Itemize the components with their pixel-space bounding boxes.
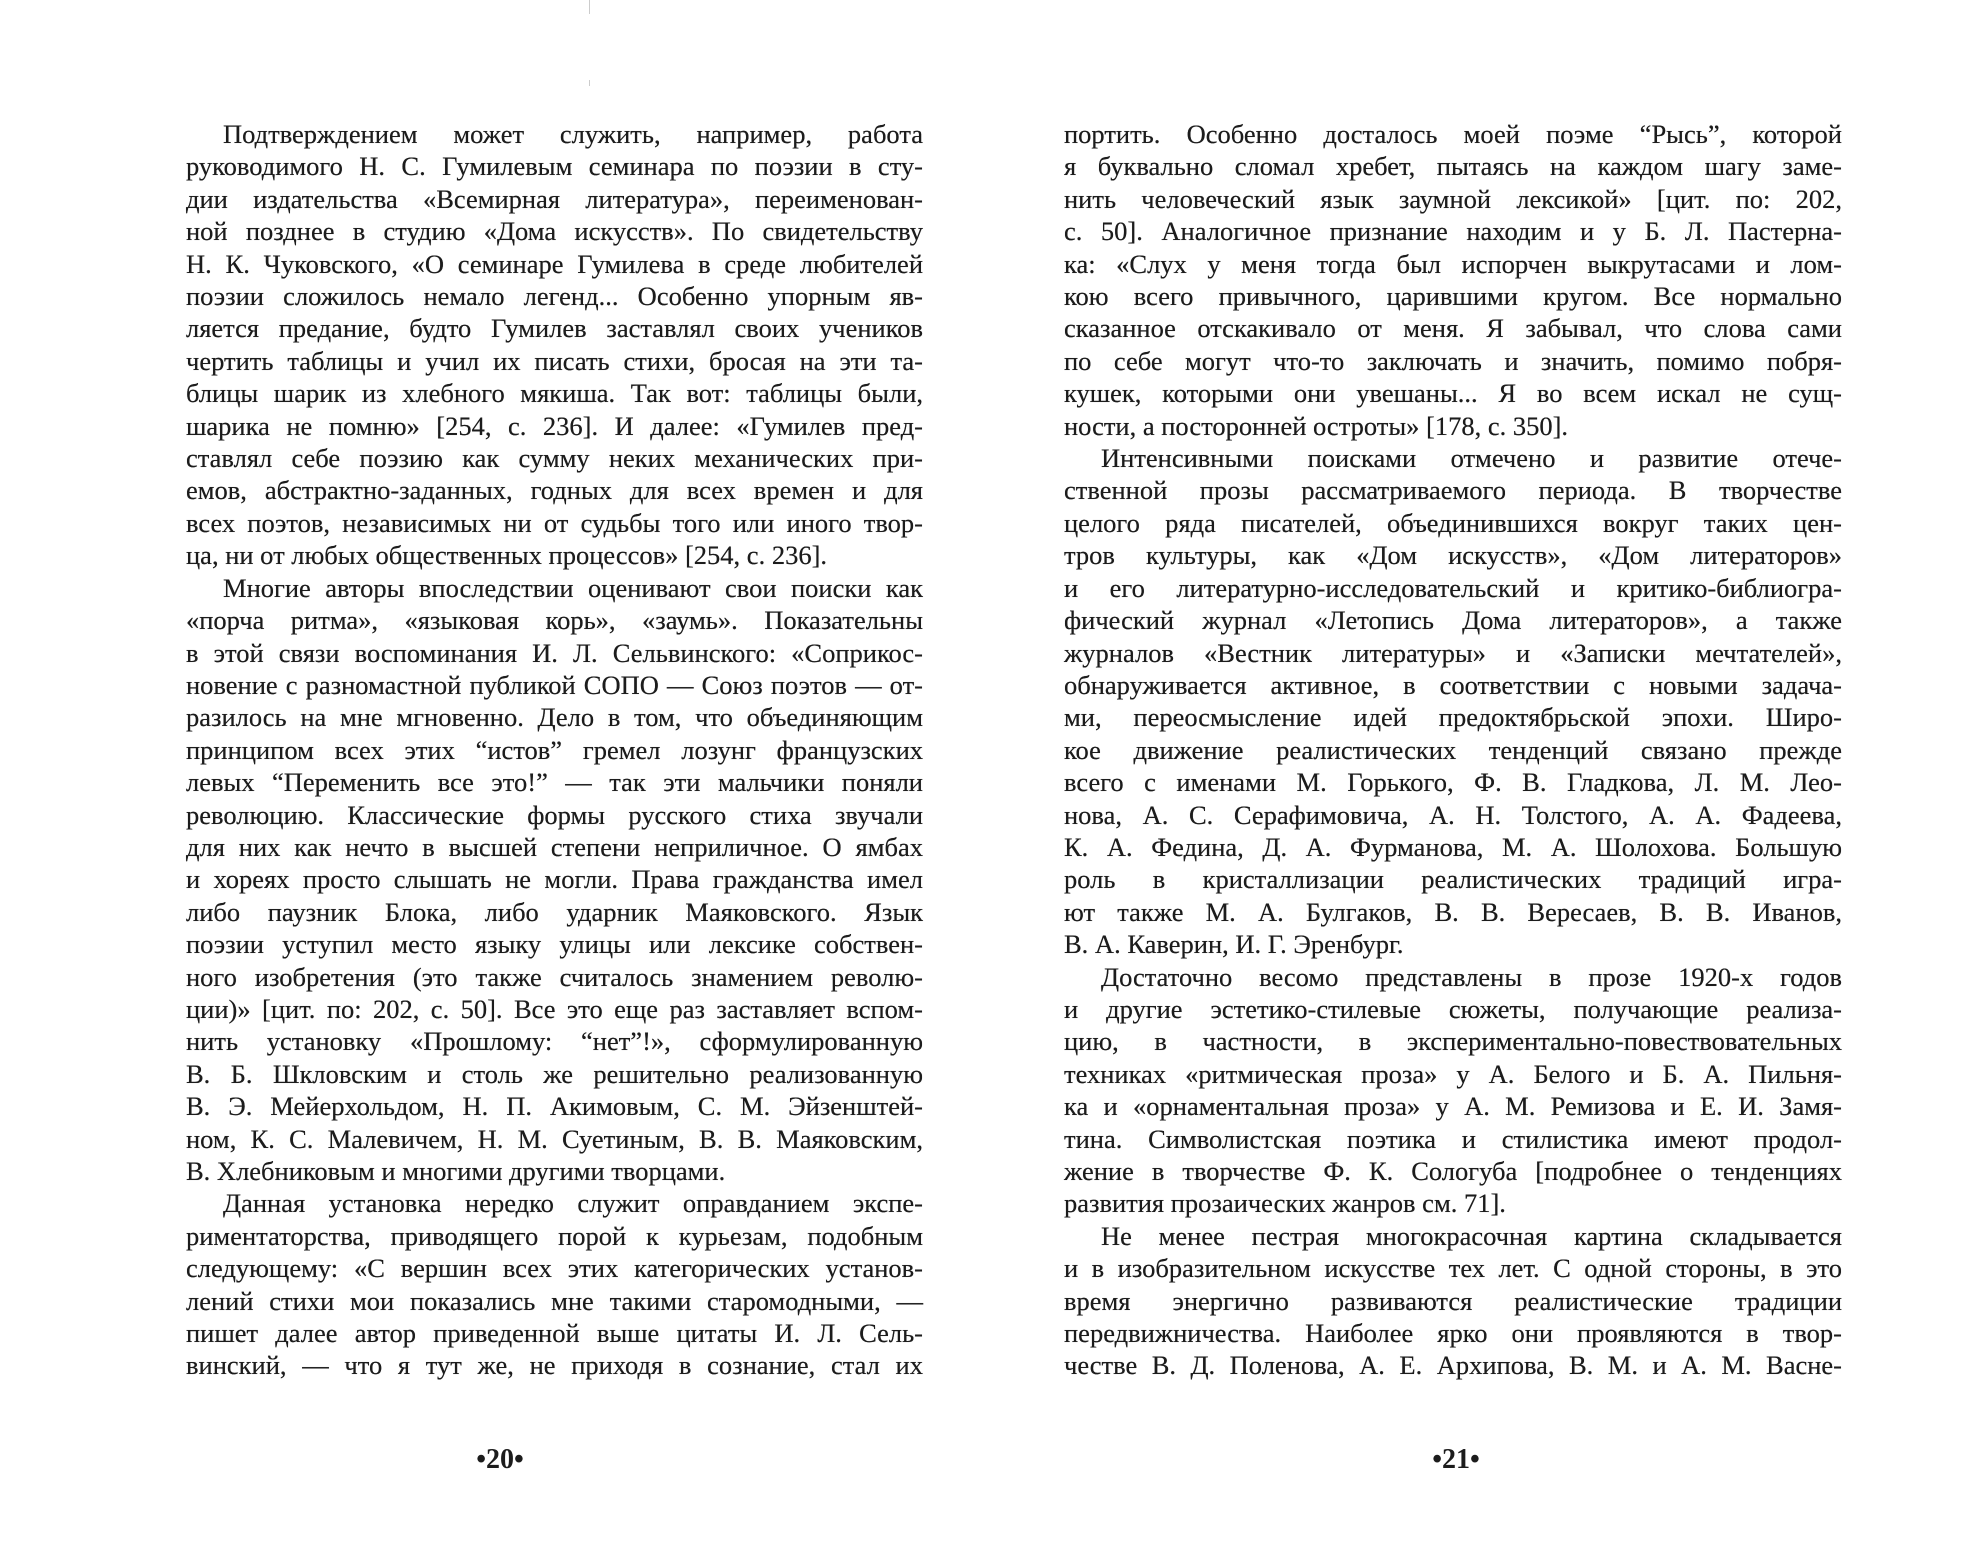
text-line: винский, — что я тут же, не приходя в сознание, стал их <box>186 1350 923 1381</box>
text-line: Н. К. Чуковского, «О семинаре Гумилева в среде любителей <box>186 248 923 279</box>
text-line: ца, ни от любых общественных процессов» [254, с. 236]. <box>186 540 828 571</box>
text-line: ка: «Слух у меня тогда был испорчен выкрутасами и лом- <box>1064 248 1842 279</box>
text-line: в этой связи воспоминания И. Л. Сельвинского: «Соприкос- <box>186 637 923 668</box>
text-line: Данная установка нередко служит оправданием экспе- <box>223 1188 923 1219</box>
text-line: нить установку «Прошлому: “нет”!», сформулированную <box>186 1026 923 1057</box>
text-line: поэзии сложилось немало легенд... Особенно упорным яв- <box>186 281 923 312</box>
text-line: роль в кристаллизации реалистических традиций игра- <box>1064 864 1842 895</box>
text-line: следующему: «С вершин всех этих категорических установ- <box>186 1253 923 1284</box>
text-line: портить. Особенно досталось моей поэме “Рысь”, которой <box>1064 119 1842 149</box>
text-line: и его литературно-исследовательский и критико-библиогра- <box>1064 572 1842 603</box>
text-line: нить человеческий язык заумной лексикой» [цит. по: 202, <box>1064 183 1842 214</box>
text-line: ственной прозы рассматриваемого периода. В творчестве <box>1064 475 1842 506</box>
text-line: Многие авторы впоследствии оценивают свои поиски как <box>223 572 923 603</box>
text-line: ном, К. С. Малевичем, Н. М. Суетиным, В. В. Маяковским, <box>186 1123 923 1154</box>
text-line: чертить таблицы и учил их писать стихи, бросая на эти та- <box>186 345 923 376</box>
text-line: ного изобретения (это также считалось знамением револю- <box>186 961 923 992</box>
text-line: для них как нечто в высшей степени неприличное. О ямбах <box>186 831 923 862</box>
scan-mark <box>589 0 590 14</box>
text-line: я буквально сломал хребет, пытаясь на каждом шагу заме- <box>1064 151 1842 182</box>
text-line: Не менее пестрая многокрасочная картина складывается <box>1101 1220 1842 1251</box>
text-line: журналов «Вестник литературы» и «Записки мечтателей», <box>1064 637 1842 668</box>
text-line: риментаторства, приводящего порой к курьезам, подобным <box>186 1220 923 1251</box>
text-line: шарика не помню» [254, с. 236]. И далее: «Гумилев пред- <box>186 410 923 441</box>
text-line: ной позднее в студию «Дома искусств». По свидетельству <box>186 216 923 247</box>
text-line: передвижничества. Наиболее ярко они проявляются в твор- <box>1064 1318 1842 1349</box>
text-line: фический журнал «Летопись Дома литераторов», а также <box>1064 605 1842 636</box>
text-line: кою всего привычного, царившими кругом. Все нормально <box>1064 281 1842 312</box>
text-line: с. 50]. Аналогичное признание находим и у Б. Л. Пастерна- <box>1064 216 1842 247</box>
text-line: по себе могут что-то заключать и значить, помимо побря- <box>1064 345 1842 376</box>
text-line: В. А. Каверин, И. Г. Эренбург. <box>1064 929 1404 960</box>
text-line: всего с именами М. Горького, Ф. В. Гладкова, Л. М. Лео- <box>1064 767 1842 798</box>
text-line: «порча ритма», «языковая корь», «заумь». Показательны <box>186 605 923 636</box>
text-line: ции)» [цит. по: 202, с. 50]. Все это еще раз заставляет вспом- <box>186 993 923 1024</box>
text-line: и в изобразительном искусстве тех лет. С одной стороны, в это <box>1064 1253 1842 1284</box>
text-line: Интенсивными поисками отмечено и развитие отече- <box>1101 443 1842 474</box>
text-line: всех поэтов, независимых ни от судьбы того или иного твор- <box>186 507 923 538</box>
text-line: развития прозаических жанров см. 71]. <box>1064 1188 1506 1219</box>
text-line: новение с разномастной публикой СОПО — Союз поэтов — от- <box>186 669 923 700</box>
text-line: лений стихи мои показались мне такими старомодными, — <box>186 1285 923 1316</box>
text-line: принципом всех этих “истов” гремел лозунг французских <box>186 734 923 765</box>
page-right-text <box>1064 118 1842 1382</box>
text-line: и другие эстетико-стилевые сюжеты, получающие реализа- <box>1064 993 1842 1024</box>
text-line: ют также М. А. Булгаков, В. В. Вересаев, В. В. Иванов, <box>1064 896 1842 927</box>
scan-mark <box>589 80 590 86</box>
text-line: В. Хлебниковым и многими другими творцами. <box>186 1156 726 1186</box>
text-line: блицы шарик из хлебного мякиша. Так вот: таблицы были, <box>186 378 923 409</box>
text-line: Подтверждением может служить, например, работа <box>223 119 923 149</box>
text-line: В. Э. Мейерхольдом, Н. П. Акимовым, С. М. Эйзенштей- <box>186 1091 923 1122</box>
text-line: пишет далее автор приведенной выше цитаты И. Л. Сель- <box>186 1318 923 1349</box>
text-line: время энергично развиваются реалистические традиции <box>1064 1285 1842 1316</box>
page-number-left: •20• <box>476 1444 524 1475</box>
text-line: тина. Символистская поэтика и стилистика имеют продол- <box>1064 1123 1842 1154</box>
text-line: К. А. Федина, Д. А. Фурманова, М. А. Шолохова. Большую <box>1064 831 1842 862</box>
text-line: В. Б. Шкловским и столь же решительно реализованную <box>186 1058 923 1089</box>
text-line: руководимого Н. С. Гумилевым семинара по поэзии в сту- <box>186 151 923 182</box>
text-line: кушек, которыми они увешаны... Я во всем искал не сущ- <box>1064 378 1842 409</box>
text-line: тров культуры, как «Дом искусств», «Дом литераторов» <box>1064 540 1842 571</box>
text-line: целого ряда писателей, объединившихся вокруг таких цен- <box>1064 507 1842 538</box>
text-line: ка и «орнаментальная проза» у А. М. Ремизова и Е. И. Замя- <box>1064 1091 1842 1122</box>
page-left-text <box>186 118 923 1382</box>
text-line: ставлял себе поэзию как сумму неких механических при- <box>186 443 923 474</box>
text-line: левых “Переменить все это!” — так эти мальчики поняли <box>186 767 923 798</box>
text-line: дии издательства «Всемирная литература», переименован- <box>186 183 923 214</box>
text-line: нова, А. С. Серафимовича, А. Н. Толстого, А. А. Фадеева, <box>1064 799 1842 830</box>
text-line: емов, абстрактно-заданных, годных для всех времен и для <box>186 475 923 506</box>
text-line: жение в творчестве Ф. К. Сологуба [подробнее о тенденциях <box>1064 1156 1842 1186</box>
text-line: Достаточно весомо представлены в прозе 1920-х годов <box>1101 961 1842 992</box>
text-line: кое движение реалистических тенденций связано прежде <box>1064 734 1842 765</box>
text-line: революцию. Классические формы русского стиха звучали <box>186 799 923 830</box>
text-line: техниках «ритмическая проза» у А. Белого и Б. А. Пильня- <box>1064 1058 1842 1089</box>
text-line: ми, переосмысление идей предоктябрьской эпохи. Широ- <box>1064 702 1842 733</box>
text-line: и хореях просто слышать не могли. Права гражданства имел <box>186 864 923 895</box>
text-line: ляется предание, будто Гумилев заставлял своих учеников <box>186 313 923 344</box>
page-number-right: •21• <box>1432 1444 1480 1475</box>
text-line: обнаруживается активное, в соответствии с новыми задача- <box>1064 669 1842 700</box>
text-line: сказанное отскакивало от меня. Я забывал, что слова сами <box>1064 313 1842 344</box>
text-line: ности, а посторонней остроты» [178, с. 350]. <box>1064 410 1569 441</box>
text-line: честве В. Д. Поленова, А. Е. Архипова, В. М. и А. М. Васне- <box>1064 1350 1842 1381</box>
text-line: либо паузник Блока, либо ударник Маяковского. Язык <box>186 896 923 927</box>
text-line: разилось на мне мгновенно. Дело в том, что объединяющим <box>186 702 923 733</box>
text-line: цию, в частности, в экспериментально-повествовательных <box>1064 1026 1842 1057</box>
text-line: поэзии уступил место языку улицы или лексике собствен- <box>186 929 923 960</box>
